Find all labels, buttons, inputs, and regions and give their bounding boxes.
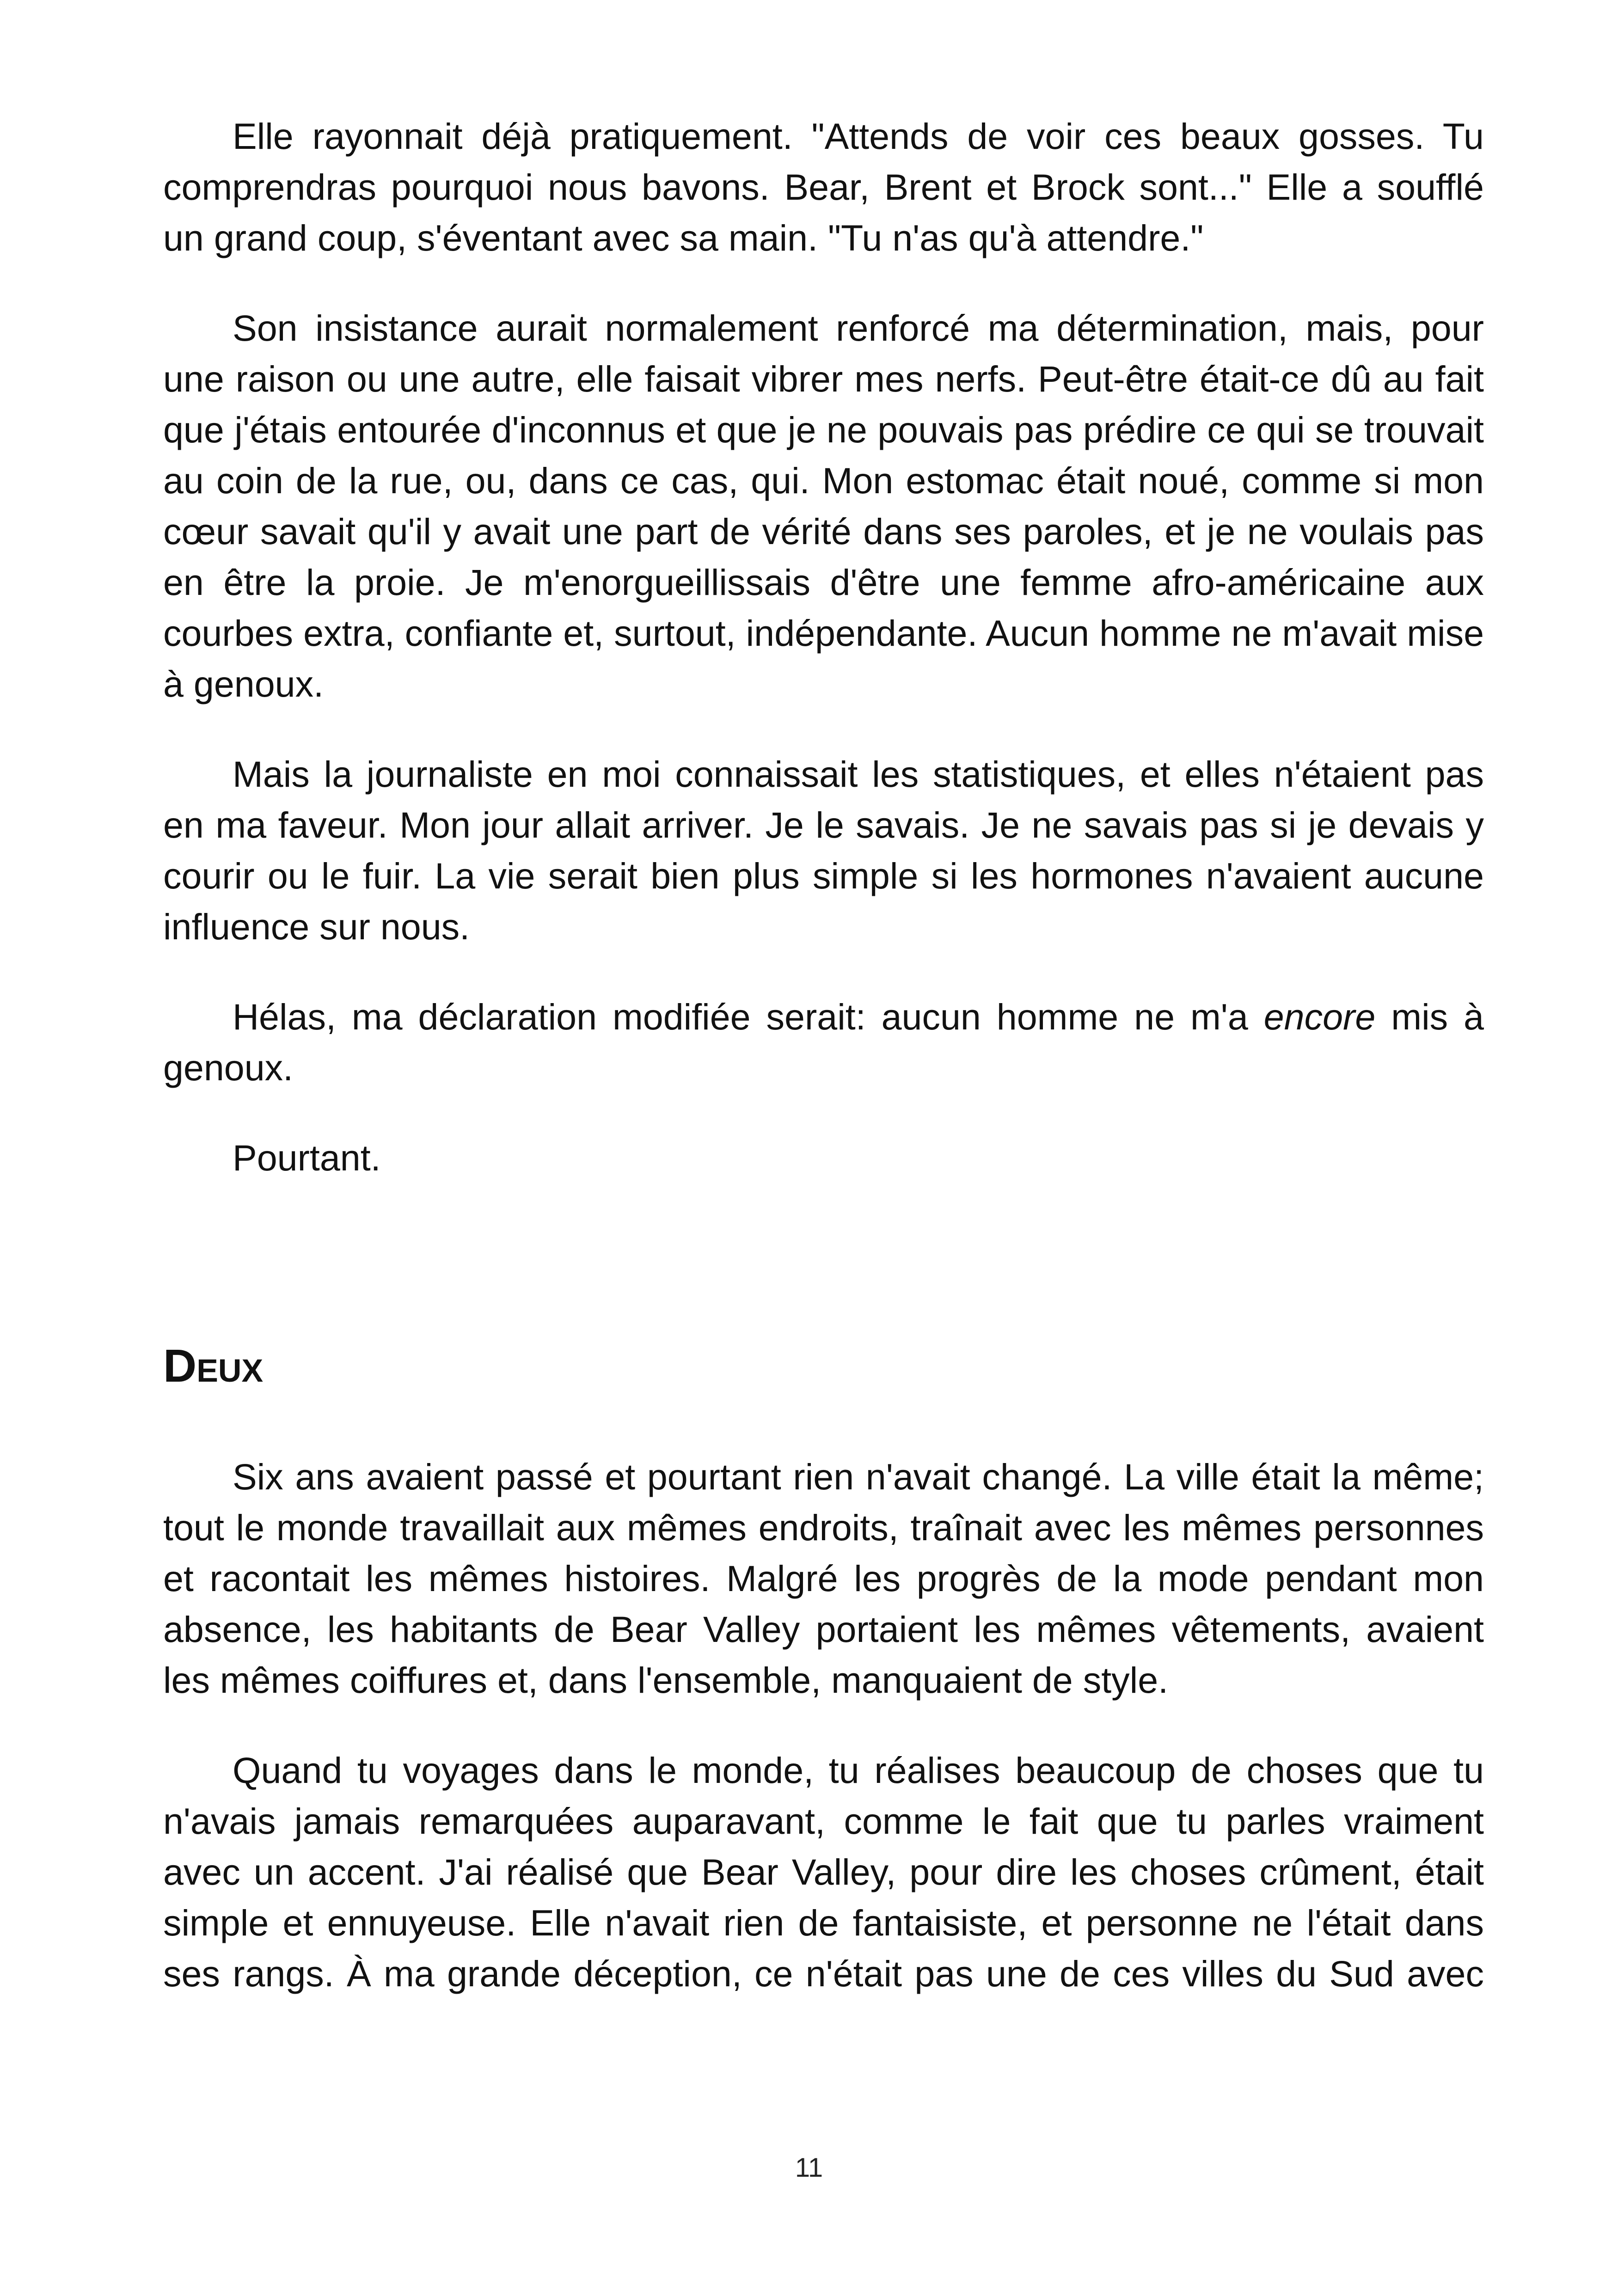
paragraph: Quand tu voyages dans le monde, tu réalises beaucoup de choses que tu n'avais jamais remarquées auparavant, comme le fait que tu parles vraiment avec un accent. J'ai réalisé que Bear Valley, pour dire les choses crûment, était simple et ennuyeuse. Elle n'avait rien de fantaisiste, et personne ne l'était dans ses rangs. À ma grande déception, ce n'était pas une de ces villes du Sud avec [163,1750,1484,1994]
paragraph-text: Hélas, ma déclaration modifiée serait: aucun homme ne m'a [233,996,1264,1037]
page-number: 11 [795,2153,823,2183]
paragraph: Mais la journaliste en moi connaissait les statistiques, et elles n'étaient pas en ma faveur. Mon jour allait arriver. Je le savais. Je ne savais pas si je devais y courir ou le fuir. La vie serait bien plus simple si les hormones n'avaient aucune influence sur nous. [163,753,1484,947]
paragraph-text: mis à genoux. [163,996,1484,1088]
body-text-bottom [163,1451,1484,2039]
paragraph: Son insistance aurait normalement renforcé ma détermination, mais, pour une raison ou une autre, elle faisait vibrer mes nerfs. Peut-être était-ce dû au fait que j'étais entourée d'inconnus et que je ne pouvais pas prédire ce qui se trouvait au coin de la rue, ou, dans ce cas, qui. Mon estomac était noué, comme si mon cœur savait qu'il y avait une part de vérité dans ses paroles, et je ne voulais pas en être la proie. Je m'enorgueillissais d'être une femme afro-américaine aux courbes extra, confiante et, surtout, indépendante. Aucun homme ne m'avait mise à genoux. [163,307,1484,704]
body-text-top [163,111,1484,1223]
chapter-title: Deux [163,1340,264,1392]
paragraph: Elle rayonnait déjà pratiquement. "Attends de voir ces beaux gosses. Tu comprendras pourquoi nous bavons. Bear, Brent et Brock sont..." Elle a soufflé un grand coup, s'éventant avec sa main. "Tu n'as qu'à attendre." [163,116,1484,258]
italic-emphasis: encore [1263,996,1376,1037]
paragraph: Pourtant. [233,1137,381,1178]
paragraph: Six ans avaient passé et pourtant rien n'avait changé. La ville était la même; tout le monde travaillait aux mêmes endroits, traînait avec les mêmes personnes et racontait les mêmes histoires. Malgré les progrès de la mode pendant mon absence, les habitants de Bear Valley portaient les mêmes vêtements, avaient les mêmes coiffures et, dans l'ensemble, manquaient de style. [163,1456,1484,1701]
paragraph [163,992,1484,1093]
